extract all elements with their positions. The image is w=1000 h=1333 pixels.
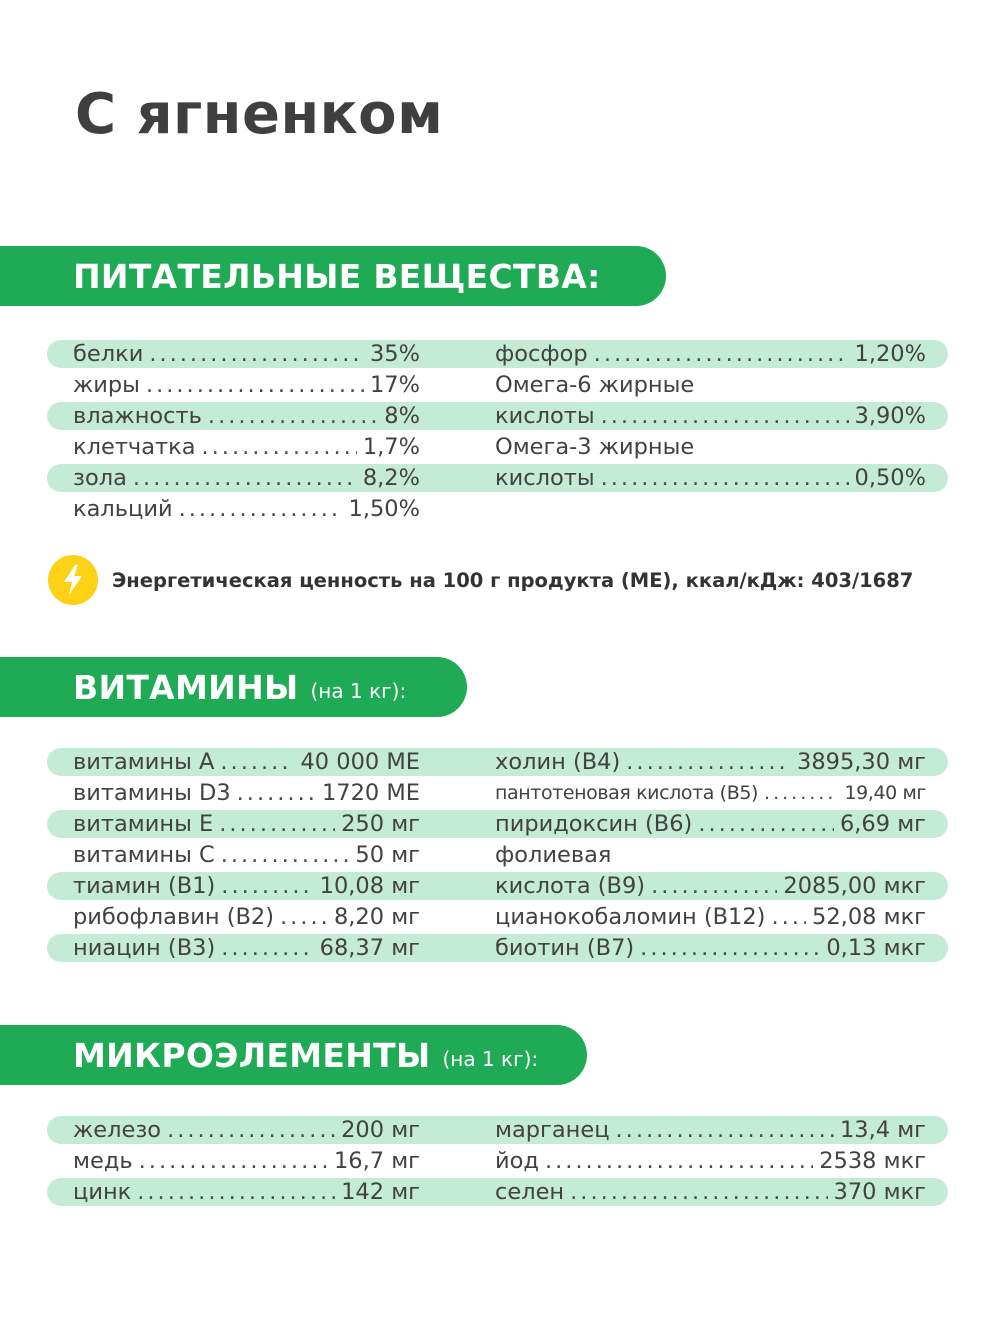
item-label: цинк — [73, 1178, 132, 1205]
nutrients-left-row — [73, 431, 420, 462]
item-value: 8% — [384, 402, 420, 429]
item-label: влажность — [73, 402, 202, 429]
item-label: витамины А — [73, 748, 215, 775]
dot-leader — [698, 811, 834, 837]
dot-leader — [601, 465, 849, 491]
nutrients-right-row — [495, 462, 926, 493]
item-label: цианокобаломин (В12) — [495, 903, 766, 930]
item-label: пантотеновая кислота (В5) — [495, 781, 759, 804]
item-label: ниацин (В3) — [73, 934, 216, 961]
item-value: 3895,30 мг — [797, 748, 926, 775]
item-value: 3,90% — [854, 402, 926, 429]
nutrients-left-row — [73, 462, 420, 493]
minerals-left-row — [73, 1114, 420, 1145]
item-value: 35% — [369, 340, 420, 367]
vitamins-right-row — [495, 777, 926, 808]
nutrients-left-row — [73, 338, 420, 369]
dot-leader — [616, 1117, 834, 1143]
item-value: 17% — [369, 371, 420, 398]
nutrients-left-row — [73, 493, 420, 524]
minerals-subheading: (на 1 кг): — [442, 1047, 539, 1071]
dot-leader — [146, 372, 364, 398]
dot-leader — [771, 904, 806, 930]
minerals-left-row — [73, 1176, 420, 1207]
dot-leader — [221, 842, 350, 868]
item-label: йод — [495, 1147, 539, 1174]
dot-leader — [221, 873, 313, 899]
item-label: медь — [73, 1147, 133, 1174]
vitamins-subheading: (на 1 кг): — [310, 679, 407, 703]
nutrients-left-row — [73, 369, 420, 400]
vitamins-left-row — [73, 777, 420, 808]
item-value: 13,4 мг — [839, 1116, 926, 1143]
nutrients-heading: ПИТАТЕЛЬНЫЕ ВЕЩЕСТВА: — [73, 256, 601, 296]
item-value: 16,7 мг — [333, 1147, 420, 1174]
item-value: 50 мг — [355, 841, 420, 868]
page-title: С ягненком — [75, 82, 444, 147]
vitamins-left-row — [73, 839, 420, 870]
dot-leader — [139, 1148, 328, 1174]
dot-leader — [640, 935, 820, 961]
item-label: железо — [73, 1116, 162, 1143]
vitamins-left-row — [73, 808, 420, 839]
item-label: витамины С — [73, 841, 215, 868]
vitamins-right-row — [495, 839, 926, 870]
nutrients-right-row — [495, 338, 926, 369]
item-value: 1720 МЕ — [321, 779, 420, 806]
item-value: 0,13 мкг — [826, 934, 926, 961]
minerals-right-row — [495, 1145, 926, 1176]
item-value: 8,2% — [362, 464, 420, 491]
item-label: пиридоксин (В6) — [495, 810, 693, 837]
dot-leader — [764, 782, 838, 804]
item-value: 1,20% — [854, 340, 926, 367]
minerals-right-row — [495, 1114, 926, 1145]
item-value: 0,50% — [854, 464, 926, 491]
minerals-left-row — [73, 1145, 420, 1176]
vitamins-banner — [0, 657, 467, 717]
item-label: селен — [495, 1178, 565, 1205]
dot-leader — [221, 935, 313, 961]
item-label: клетчатка — [73, 433, 196, 460]
item-label: кальций — [73, 495, 173, 522]
item-value: 10,08 мг — [319, 872, 420, 899]
item-value: 40 000 МЕ — [300, 748, 420, 775]
vitamins-left-row — [73, 901, 420, 932]
item-label: кислоты — [495, 402, 595, 429]
dot-leader — [202, 434, 357, 460]
item-value: 68,37 мг — [319, 934, 420, 961]
nutrients-left-row — [73, 400, 420, 431]
item-value: 52,08 мкг — [812, 903, 926, 930]
item-value: 6,69 мг — [839, 810, 926, 837]
nutrients-banner — [0, 246, 666, 306]
vitamins-right-row — [495, 808, 926, 839]
item-label: фосфор — [495, 340, 588, 367]
nutrients-right-row — [495, 400, 926, 431]
vitamins-right-row — [495, 932, 926, 963]
item-value: 1,7% — [362, 433, 420, 460]
dot-leader — [626, 749, 791, 775]
item-label: Омега-3 жирные — [495, 433, 695, 460]
item-value: 2085,00 мкг — [783, 872, 926, 899]
dot-leader — [594, 341, 849, 367]
dot-leader — [545, 1148, 813, 1174]
item-value: 8,20 мг — [333, 903, 420, 930]
item-value: 142 мг — [341, 1178, 420, 1205]
vitamins-right-row — [495, 746, 926, 777]
item-label: кислоты — [495, 464, 595, 491]
item-label: биотин (В7) — [495, 934, 635, 961]
item-label: марганец — [495, 1116, 610, 1143]
minerals-heading: МИКРОЭЛЕМЕНТЫ — [73, 1035, 431, 1075]
nutrients-right-row — [495, 369, 926, 400]
dot-leader — [179, 496, 343, 522]
vitamins-left-row — [73, 746, 420, 777]
dot-leader — [208, 403, 378, 429]
item-label: рибофлавин (В2) — [73, 903, 275, 930]
item-value: 370 мкг — [833, 1178, 926, 1205]
item-label: фолиевая — [495, 841, 612, 868]
dot-leader — [570, 1179, 827, 1205]
dot-leader — [280, 904, 328, 930]
item-value: 19,40 мг — [844, 781, 926, 804]
item-label: зола — [73, 464, 127, 491]
dot-leader — [219, 811, 335, 837]
item-value: 1,50% — [348, 495, 420, 522]
dot-leader — [651, 873, 777, 899]
vitamins-left-row — [73, 870, 420, 901]
vitamins-right-row — [495, 870, 926, 901]
dot-leader — [133, 465, 357, 491]
item-value: 2538 мкг — [819, 1147, 926, 1174]
dot-leader — [137, 1179, 335, 1205]
dot-leader — [601, 403, 849, 429]
item-label: Омега-6 жирные — [495, 371, 695, 398]
item-label: белки — [73, 340, 144, 367]
vitamins-right-row — [495, 901, 926, 932]
vitamins-left-row — [73, 932, 420, 963]
vitamins-heading: ВИТАМИНЫ — [73, 667, 299, 707]
nutrients-right-row — [495, 431, 926, 462]
dot-leader — [220, 749, 294, 775]
lightning-icon — [48, 555, 98, 605]
minerals-banner — [0, 1025, 587, 1085]
minerals-right-row — [495, 1176, 926, 1207]
energy-info — [48, 555, 913, 605]
item-label: кислота (В9) — [495, 872, 646, 899]
energy-text: Энергетическая ценность на 100 г продукта (МЕ), ккал/кДж: 403/1687 — [112, 568, 914, 592]
item-label: тиамин (В1) — [73, 872, 216, 899]
item-label: витамины Е — [73, 810, 214, 837]
item-label: витамины D3 — [73, 779, 231, 806]
item-label: холин (В4) — [495, 748, 621, 775]
item-value: 250 мг — [341, 810, 420, 837]
item-label: жиры — [73, 371, 140, 398]
item-value: 200 мг — [341, 1116, 420, 1143]
dot-leader — [149, 341, 364, 367]
dot-leader — [167, 1117, 335, 1143]
dot-leader — [237, 780, 316, 806]
